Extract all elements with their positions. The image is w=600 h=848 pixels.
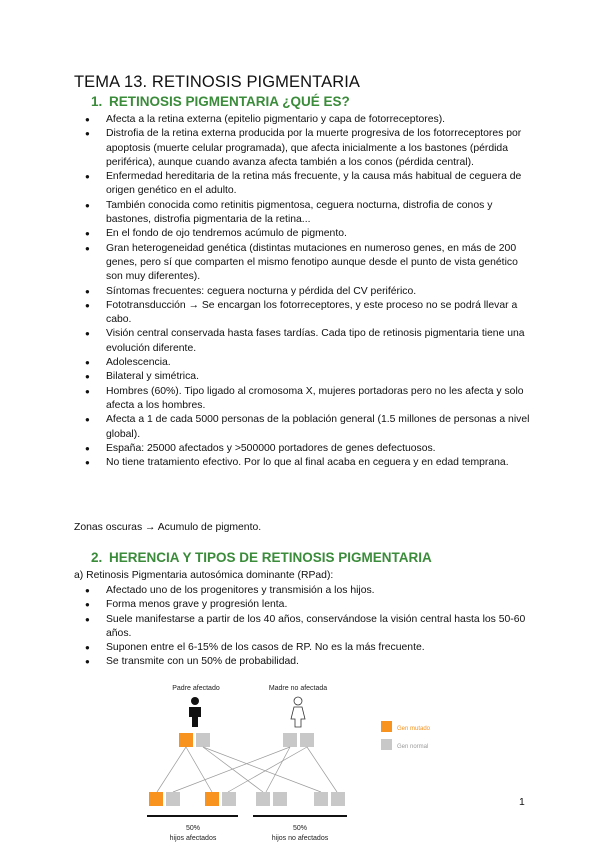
unaffected-label: hijos no afectados (271, 835, 329, 842)
unaffected-percent: 50% (292, 825, 308, 832)
list-item: ● En el fondo de ojo tendremos acúmulo de pigmento. (84, 227, 534, 241)
mother-unaffected-label: Madre no afectada (268, 685, 328, 692)
section-number: 2. (91, 550, 103, 565)
section-number: 1. (91, 94, 103, 109)
section-title: RETINOSIS PIGMENTARIA ¿QUÉ ES? (109, 94, 350, 109)
list-item: ● Suponen entre el 6-15% de los casos de RP. No es la más frecuente. (84, 641, 534, 655)
child-1-gene-mutated (149, 792, 163, 806)
note-text: Zonas oscuras → Acumulo de pigmento. (74, 522, 262, 533)
affected-label: hijos afectados (169, 835, 217, 842)
crossing-lines (157, 747, 337, 792)
list-item: ● Se transmite con un 50% de probabilidad. (84, 655, 534, 669)
legend-mutated-swatch (381, 721, 392, 732)
subheading: a) Retinosis Pigmentaria autosómica dominante (RPad): (74, 570, 334, 581)
list-item: ● Hombres (60%). Tipo ligado al cromosoma X, mujeres portadoras pero no les afecta y solo afecta a los hombres. (84, 385, 534, 414)
list-item: ● También conocida como retinitis pigmentosa, ceguera nocturna, distrofia de conos y bastones, distrofia pigmentaria de la retina... (84, 199, 534, 228)
page-title: TEMA 13. RETINOSIS PIGMENTARIA (74, 73, 360, 91)
child-4-gene-normal-1 (314, 792, 328, 806)
legend-mutated-label: Gen mutado (397, 726, 431, 732)
child-1-gene-normal (166, 792, 180, 806)
list-item: ● Suele manifestarse a partir de los 40 años, conservándose la visión central hasta los 50-60 años. (84, 613, 534, 642)
father-icon (189, 697, 201, 727)
child-3-gene-normal-2 (273, 792, 287, 806)
list-item: ● Forma menos grave y progresión lenta. (84, 598, 534, 612)
list-item: ● Afectado uno de los progenitores y transmisión a los hijos. (84, 584, 534, 598)
mother-gene-normal-1 (283, 733, 297, 747)
list-item: ● España: 25000 afectados y >500000 portadores de genes defectuosos. (84, 442, 534, 456)
child-2-gene-mutated (205, 792, 219, 806)
list-item: ● Síntomas frecuentes: ceguera nocturna y pérdida del CV periférico. (84, 285, 534, 299)
parent-affected-label: Padre afectado (172, 685, 220, 692)
list-item: ● Enfermedad hereditaria de la retina más frecuente, y la causa más habitual de ceguera de origen genético en el adulto. (84, 170, 534, 199)
father-gene-mutated (179, 733, 193, 747)
list-item: ● Afecta a la retina externa (epitelio pigmentario y capa de fotorreceptores). (84, 113, 534, 127)
list-item: ● No tiene tratamiento efectivo. Por lo que al final acaba en ceguera y en edad temprana. (84, 456, 534, 470)
list-item: ● Bilateral y simétrica. (84, 370, 534, 384)
affected-percent: 50% (185, 825, 201, 832)
child-4-gene-normal-2 (331, 792, 345, 806)
list-item: ● Adolescencia. (84, 356, 534, 370)
legend-normal-swatch (381, 739, 392, 750)
page-number: 1 (519, 797, 525, 808)
list-item: ● Distrofia de la retina externa producida por la muerte progresiva de los fotorreceptores por apoptosis (muerte celular programada), que afecta inicialmente a los bastones (pérdida periférica), aunque cuando avanza afecta también a los conos (pérdida central). (84, 127, 534, 170)
list-item: ● Visión central conservada hasta fases tardías. Cada tipo de retinosis pigmentaria tiene una evolución diferente. (84, 327, 534, 356)
father-gene-normal (196, 733, 210, 747)
child-3-gene-normal-1 (256, 792, 270, 806)
list-item: ● Fototransducción → Se encargan los fotorreceptores, y este proceso no se podrá llevar a cabo. (84, 299, 534, 328)
mother-icon (291, 697, 305, 727)
list-item: ● Afecta a 1 de cada 5000 personas de la población general (1.5 millones de personas a nivel global). (84, 413, 534, 442)
child-2-gene-normal (222, 792, 236, 806)
section-title: HERENCIA Y TIPOS DE RETINOSIS PIGMENTARIA (109, 550, 432, 565)
legend-normal-label: Gen normal (397, 744, 429, 750)
list-item: ● Gran heterogeneidad genética (distintas mutaciones en numeroso genes, en más de 200 genes, pero sí que comparten el mismo fenotipo aunque desde el punto de vista genético son muy diferentes). (84, 242, 534, 285)
mother-gene-normal-2 (300, 733, 314, 747)
